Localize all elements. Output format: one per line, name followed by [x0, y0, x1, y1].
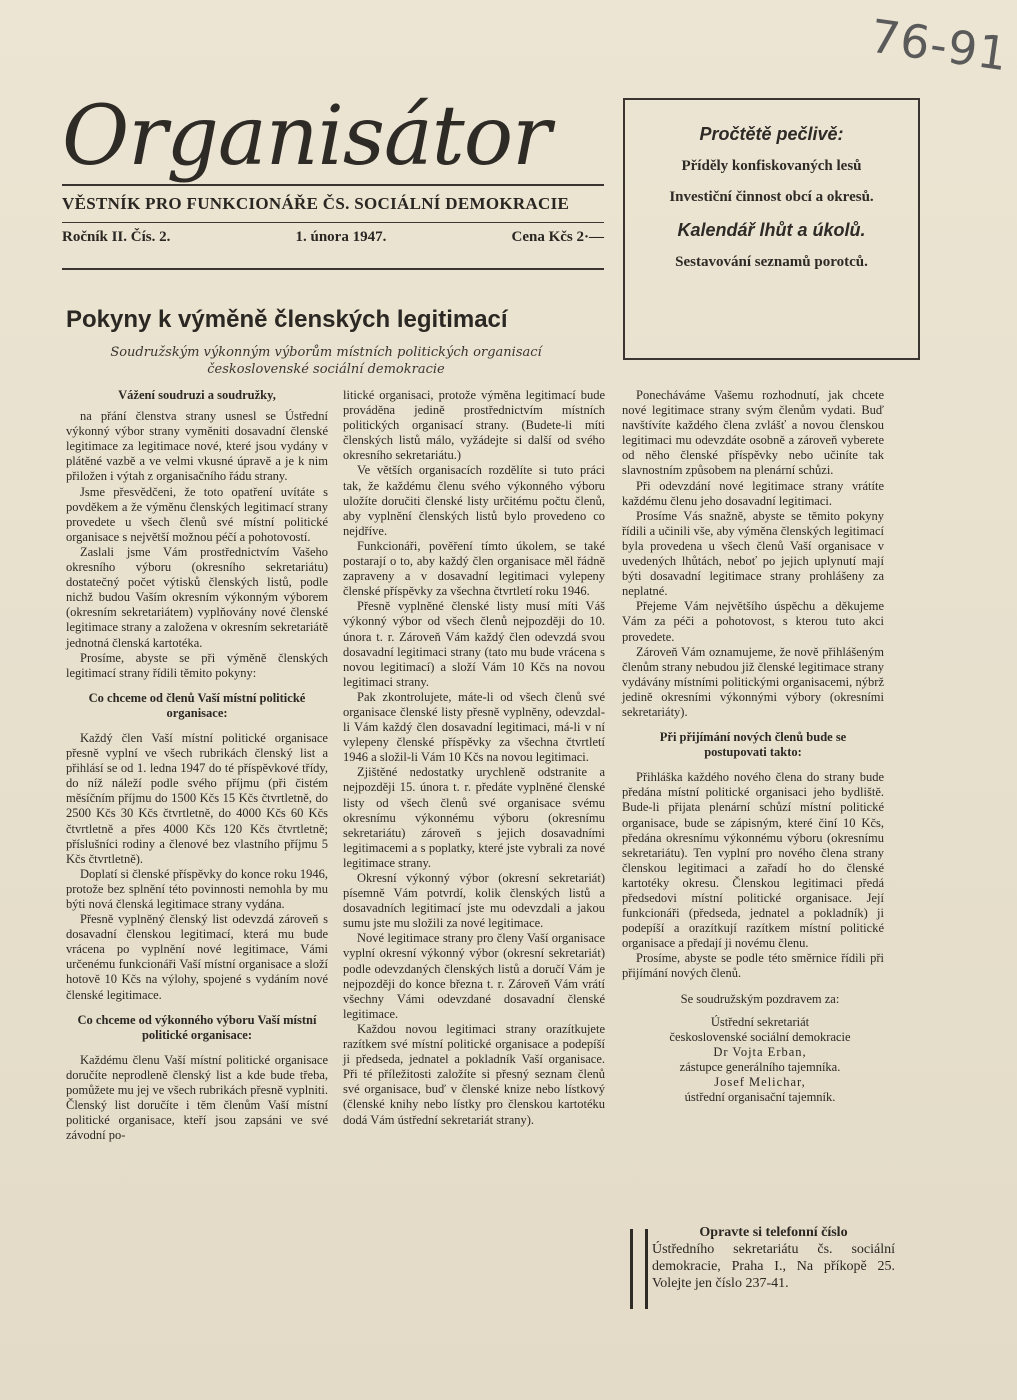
signatory-org: československé sociální demokracie — [669, 1029, 851, 1044]
article-column-3 — [622, 388, 884, 1105]
paragraph: Zjištěné nedostatky urychleně odstranite a nejpozději 15. února t. r. předáte vyplněné členské listy od všech členů své organisace svému okresnímu výkonnému výboru (okresnímu sekretariátu) zároveň s jejich dosavadními legitimacemi a s poplatky, které jste vybrali za nové legitimace strany. — [343, 765, 605, 870]
paragraph: Zaslali jsme Vám prostřednictvím Vašeho okresního výboru (okresního sekretariátu) dostatečný počet výtisků členských listů, podle nichž budou Vaším okresním výkonným výborem (okresním sekretariátem) vyplňovány nové členské legitimace strany a založena v okresním sekretariátě jednotná členská kartotéka. — [66, 544, 328, 650]
publication-logo: Organisátor — [62, 89, 551, 184]
paragraph: Každý člen Vaší místní politické organisace přesně vyplní ve všech rubrikách členský list a přihlásí se od 1. ledna 1947 do té příspěvkové třídy, do níž náleží podle svého příjmu (při čistém měsíčním příjmu do 1500 Kčs 15 Kčs čtvrtletně, do 2500 Kčs 30 Kčs čtvrtletně, do 4000 Kčs 60 Kčs čtvrtletně a přes 4000 Kčs 120 Kčs čtvrtletně; příslušníci rodiny a členové bez vlastního příjmu 5 Kčs čtvrtletně). — [66, 730, 328, 866]
paragraph: Při odevzdání nové legitimace strany vrátíte každému členu jeho dosavadní legitimaci. — [622, 478, 884, 508]
issue-date: 1. února 1947. — [295, 229, 387, 245]
paragraph: Ve větších organisacích rozdělíte si tuto práci tak, že každému členu svého výkonného výboru uložíte doručiti členské listy určitému počtu členů, aby vyplnění členských listů bylo provedeno co nejdříve. — [343, 463, 605, 538]
paragraph: Prosíme, abyste se při výměně členských legitimací strany řídili těmito pokyny: — [66, 650, 328, 680]
publication-subtitle: VĚSTNÍK PRO FUNKCIONÁŘE ČS. SOCIÁLNÍ DEMOKRACIE — [62, 194, 570, 213]
paragraph: Okresní výkonný výbor (okresní sekretariát) písemně Vám potvrdí, kolik členských listů a dosavadních legitimací jste mu odevzdali a jakou sumu jste mu složili za nové legitimace. — [343, 871, 605, 931]
notice-title: Pročtětě pečlivě: — [699, 124, 844, 144]
paragraph: Ponecháváme Vašemu rozhodnutí, jak chcete nové legitimace strany svým členům vydati. Buď navštívíte každého člena zvlášť a novou členskou legitimaci mu odevzdáte osobně a zároveň vyberete od něho členské příspěvky nebo učiníte tak slavnostním způsobem na plenární schůzi. — [622, 388, 884, 478]
paragraph: Přesně vyplněný členský list odevzdá zároveň s dosavadní členskou legitimací, která mu bude vrácena po vyplnění nové legitimace, Vámi určenému funkcionáři Vaší místní organisace a složí hotově 10 Kčs na výlohy, spojené s vydáním nové členské legitimace. — [66, 912, 328, 1002]
article-column-1 — [66, 388, 328, 1143]
paragraph: Funkcionáři, pověření tímto úkolem, se také postarají o to, aby každý člen organisace měl řádně zapraveny a v dosavadní legitimaci vylepeny členské příspěvky za všechna čtvrtletí roku 1946. — [343, 538, 605, 599]
notice-item: Příděly konfiskovaných lesů — [681, 158, 862, 174]
masthead — [62, 89, 604, 270]
article-intro: Soudružským výkonným výborům místních politických organisací československé sociální demokracie — [110, 345, 542, 377]
notice-item: Sestavování seznamů porotců. — [675, 254, 868, 270]
paragraph: Přihláška každého nového člena do strany bude předána místní politické organisaci jeho bydliště. Bude-li přijata plenární schůzí místní politické organisace, bude se zápisným, které činí 10 Kčs, předána okresnímu výkonnému výboru (okresnímu sekretariátu). Ten vyplní pro nového člena strany členskou legitimaci a zařadí ho do členské kartotéky okresu. Členskou legitimaci předá předsedovi místní politické organisace. Její funkcionáři (předseda, jednatel a pokladník) ji podepíší a orazítkují razítkem místní politické organisace a předají ji novému členu. — [622, 770, 884, 951]
phone-notice — [630, 1225, 895, 1292]
phone-notice-text: Ústředního sekretariátu čs. sociální demokracie, Praha I., Na příkopě 25. Volejte jen číslo 237-41. — [652, 1242, 895, 1291]
issue-price: Cena Kčs 2·— — [511, 229, 604, 245]
phone-notice-bars — [630, 1229, 648, 1309]
paragraph: Zároveň Vám oznamujeme, že nově přihlášeným členům strany nebudou již členské legitimace strany vydávány místními politickými organisacemi, nýbrž jedině okresními výkonnými výbory (okresními sekretariáty). — [622, 644, 884, 719]
notice-item: Kalendář lhůt a úkolů. — [677, 220, 866, 240]
paragraph: Pak zkontrolujete, máte-li od všech členů své organisace členské listy přesně vyplněny, odevzdal-li Vám každý člen dosavadní legitimaci, má-li v ní vylepeny členské příspěvky za všechna čtvrtletí 1946 a složil-li Vám 10 Kčs na novou legitimaci. — [343, 689, 605, 765]
paragraph: Přesně vyplněné členské listy musí míti Váš výkonný výbor od všech členů nejpozději do 10. února t. r. Zároveň Vám každý člen odevzdá svou dosavadní legitimaci strany (tato mu bude vrácena s novou legitimací) a složí Vám 10 Kčs na novou legitimaci strany. — [343, 599, 605, 689]
paragraph: na přání členstva strany usnesl se Ústřední výkonný výbor strany vyměniti dosavadní členské legitimace za legitimace nové, které jsou vydány v plátěné vazbě a ve velmi vkusné úpravě a je k nim přiložen i výtah z organisačního řádu strany. — [66, 409, 328, 484]
issue-volume: Ročník II. Čís. 2. — [62, 229, 171, 245]
paragraph: Prosíme Vás snažně, abyste se těmito pokyny řídili a učinili vše, aby výměna členských legitimací byla provedena u všech členů Vaší organisace v uvedených lhůtách, neboť po jejich uplynutí mají býti dosavadní legitimace strany prohlášeny za neplatné. — [622, 508, 884, 599]
paragraph: Každou novou legitimaci strany orazítkujete razítkem své místní politické organisace a podepíší ji předseda, jednatel a pokladník Vaší organisace. Při té příležitosti založíte si přesný seznam členů své organisace, buď v členské knize nebo lístkový (členské knihy nebo lístky pro členskou kartotéku dodá Vám ústřední sekretariát strany). — [343, 1021, 605, 1127]
closing-line: Se soudružským pozdravem za: — [680, 991, 840, 1006]
section-subheading: Co chceme od výkonného výboru Vaší místní politické organisace: — [77, 1012, 317, 1042]
phone-notice-title: Opravte si telefonní číslo — [699, 1225, 848, 1240]
notice-item: Investiční činnost obcí a okresů. — [669, 189, 874, 205]
signer-role: ústřední organisační tajemník. — [684, 1090, 836, 1105]
issue-info-row — [62, 222, 604, 246]
signer-role: zástupce generálního tajemníka. — [679, 1059, 841, 1074]
signatory-org: Ústřední sekretariát — [710, 1014, 810, 1029]
paragraph: Prosíme, abyste se podle této směrnice řídili při přijímání nových členů. — [622, 951, 884, 981]
signer-name: Dr Vojta Erban, — [713, 1044, 807, 1059]
section-subheading: Co chceme od členů Vaší místní politické organisace: — [88, 690, 306, 720]
section-subheading: Při přijímání nových členů bude se postupovati takto: — [659, 730, 847, 760]
contents-notice-box — [623, 98, 920, 360]
article-column-2 — [343, 388, 605, 1128]
paragraph: Přejeme Vám největšího úspěchu a děkujeme Vám za péči a pohotovost, s kterou tuto akci provedete. — [622, 599, 884, 644]
paragraph: Každému členu Vaší místní politické organisace doručíte neprodleně členský list a kde bude třeba, pomůžete mu jej ve všech rubrikách přesně vyplniti. Členský list doručíte i těm členům Vaší místní politické organisace, kteří jsou zapsáni ve své závodní po- — [66, 1052, 328, 1143]
masthead-rule — [62, 184, 604, 186]
paragraph: Nové legitimace strany pro členy Vaší organisace vyplní okresní výkonný výbor (okresní sekretariát) podle odevzdaných členských listů a doručí Vám je nejpozději do konce března t. r. Zároveň Vám vrátí všechny Vámi odevzdané dosavadní členské legitimace. — [343, 931, 605, 1021]
paragraph: litické organisaci, protože výměna legitimací bude prováděna jedině prostřednictvím místních politických organisací strany. (Budete-li míti členských listů málo, vyžádejte si další od svého okresního sekretariátu.) — [343, 388, 605, 463]
issue-rule — [62, 268, 604, 270]
paragraph: Doplatí si členské příspěvky do konce roku 1946, protože bez splnění této povinnosti nemohla by mu býti nová členská legitimace strany vydána. — [66, 866, 328, 911]
paragraph: Jsme přesvědčeni, že toto opatření uvítáte s povděkem a že výměnu členských legitimací strany provedete u všech členů své místní politické organisace s největší možnou péčí a pohotovostí. — [66, 484, 328, 544]
salutation: Vážení soudruzi a soudružky, — [118, 388, 276, 402]
signer-name: Josef Melichar, — [714, 1075, 806, 1090]
handwritten-note: 76-91 — [866, 8, 1012, 82]
article-headline: Pokyny k výměně členských legitimací — [66, 306, 508, 333]
